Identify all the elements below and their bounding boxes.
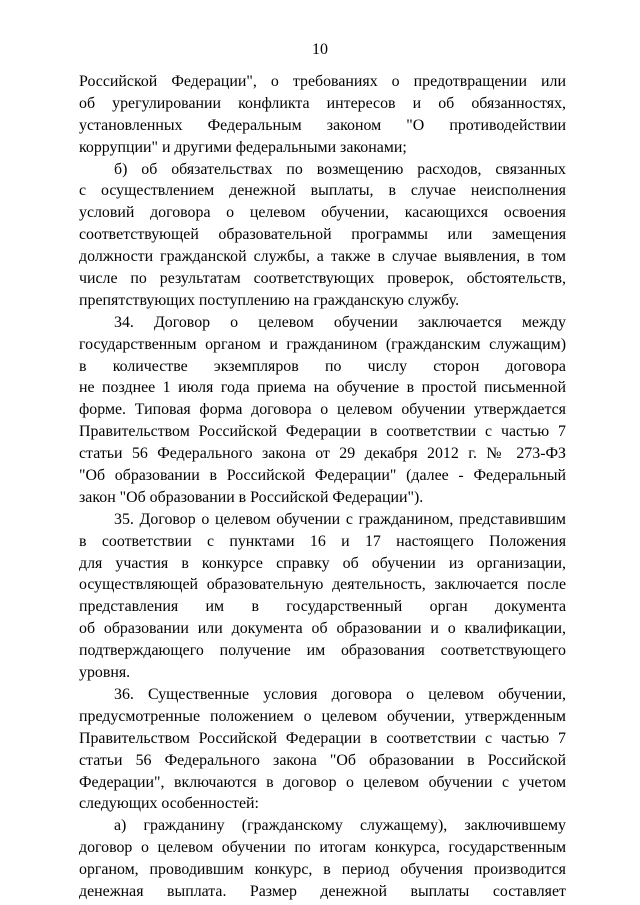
body-text	[79, 71, 566, 903]
text-line: государственным органом и гражданином (гражданским служащим)	[79, 335, 566, 353]
text-line: об образовании или документа об образовании и о квалификации,	[79, 620, 566, 638]
text-line: коррупции" и другими федеральными законами;	[79, 138, 407, 156]
text-line: форме. Типовая форма договора о целевом обучении утверждается	[79, 401, 566, 419]
text-line: с осуществлением денежной выплаты, в случае неисполнения	[79, 182, 566, 200]
text-line: закон "Об образовании в Российской Федерации").	[79, 488, 424, 506]
text-line: условий договора о целевом обучении, касающихся освоения	[79, 204, 566, 222]
page-number: 10	[312, 41, 328, 58]
text-line: в соответствии с пунктами 16 и 17 настоящего Положения	[79, 532, 566, 550]
text-line: осуществляющей образовательную деятельность, заключается после	[79, 576, 566, 594]
text-line: предусмотренные положением о целевом обучении, утвержденным	[79, 707, 566, 725]
text-line: статьи 56 Федерального закона "Об образовании в Российской	[79, 751, 566, 769]
text-line: препятствующих поступлению на гражданскую службу.	[79, 291, 460, 309]
text-line: в количестве экземпляров по числу сторон договора	[79, 357, 566, 375]
text-line: для участия в конкурсе справку об обучении из организации,	[79, 554, 566, 572]
text-line: подтверждающего получение им образования соответствующего	[79, 642, 566, 660]
text-line: должности гражданской службы, а также в случае выявления, в том	[79, 248, 566, 266]
text-line: б) об обязательствах по возмещению расходов, связанных	[114, 160, 566, 178]
text-line: договор о целевом обучении по итогам конкурса, государственным	[79, 839, 566, 857]
text-line: Российской Федерации", о требованиях о предотвращении или	[79, 73, 566, 90]
text-line: Правительством Российской Федерации в соответствии с частью 7	[79, 729, 566, 747]
text-line: уровня.	[79, 664, 131, 682]
text-line: не позднее 1 июля года приема на обучение в простой письменной	[79, 379, 566, 397]
text-line: следующих особенностей:	[79, 795, 259, 813]
text-line: установленных Федеральным законом "О противодействии	[79, 116, 566, 134]
text-line: 34. Договор о целевом обучении заключается между	[114, 313, 566, 331]
text-line: Федерации", включаются в договор о целевом обучении с учетом	[79, 773, 566, 791]
text-line: 35. Договор о целевом обучении с гражданином, представившим	[114, 510, 566, 528]
text-line: об урегулировании конфликта интересов и об обязанностях,	[79, 94, 566, 112]
text-line: числе по результатам соответствующих проверок, обстоятельств,	[79, 270, 566, 288]
text-line: денежная выплата. Размер денежной выплаты составляет	[79, 882, 566, 900]
text-line: органом, проводившим конкурс, в период обучения производится	[79, 861, 566, 879]
text-line: статьи 56 Федерального закона от 29 декабря 2012 г. № 273-ФЗ	[79, 445, 566, 463]
text-line: соответствующей образовательной программы или замещения	[79, 226, 566, 244]
text-line: представления им в государственный орган документа	[79, 598, 566, 616]
text-line: 36. Существенные условия договора о целевом обучении,	[114, 685, 566, 703]
text-line: а) гражданину (гражданскому служащему), заключившему	[114, 817, 566, 835]
text-line: "Об образовании в Российской Федерации" (далее - Федеральный	[79, 467, 566, 485]
text-line: Правительством Российской Федерации в соответствии с частью 7	[79, 423, 566, 441]
